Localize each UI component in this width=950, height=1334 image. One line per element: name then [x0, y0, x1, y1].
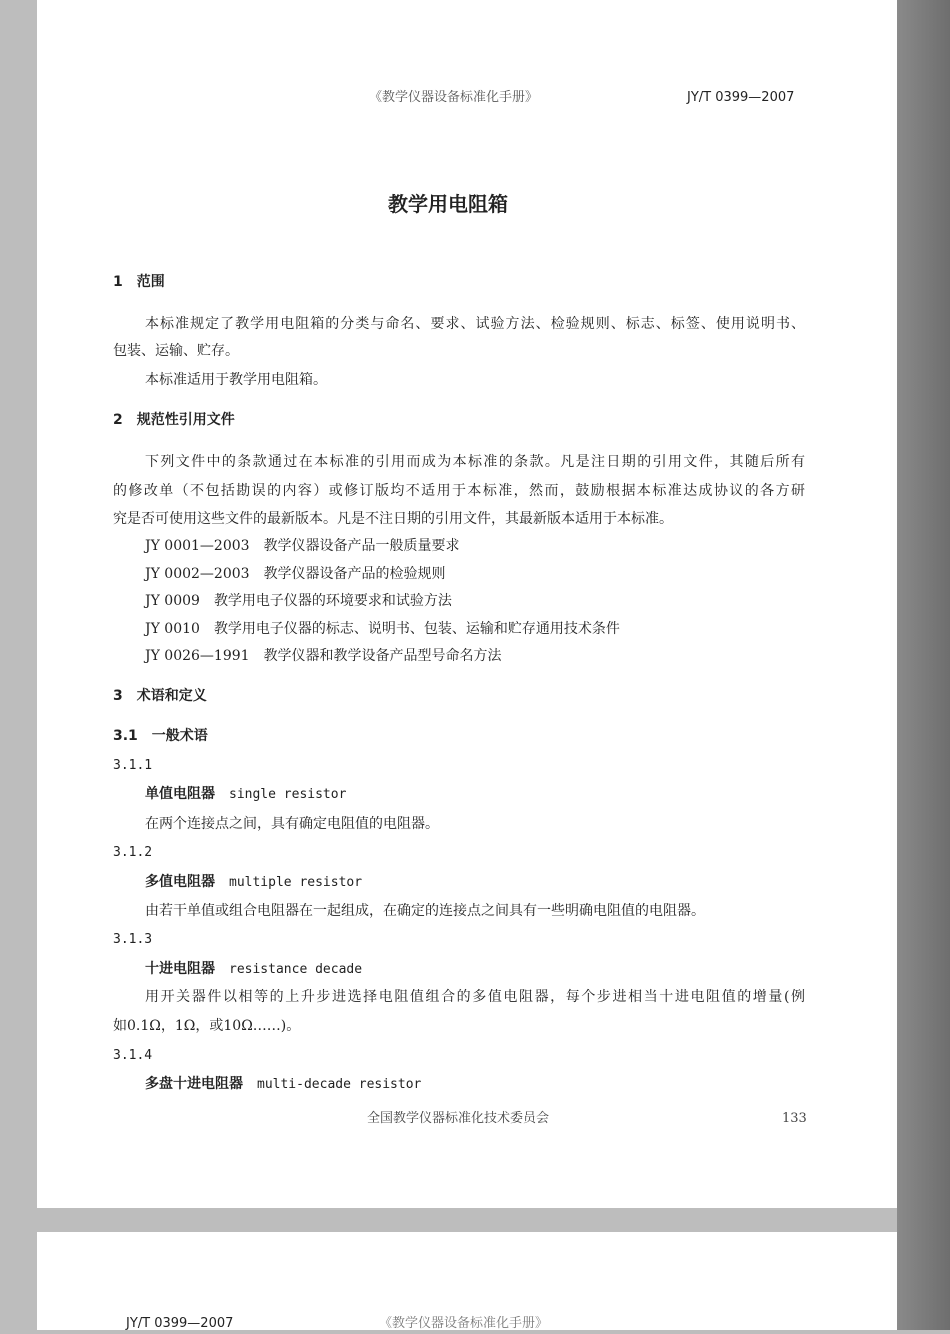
- term-name: [145, 959, 362, 980]
- reference-title: 教学仪器设备产品的检验规则: [263, 566, 446, 582]
- running-header-title: 《教学仪器设备标准化手册》: [379, 1316, 549, 1331]
- reference-item: [145, 591, 452, 611]
- paragraph-line: 包装、运输、贮存。: [113, 343, 239, 359]
- page-number: 133: [782, 1111, 807, 1126]
- section-3-heading: 3 术语和定义: [113, 688, 207, 704]
- paragraph-line: 究是否可使用这些文件的最新版本。凡是不注日期的引用文件，其最新版本适用于本标准。: [113, 511, 673, 527]
- paragraph: 本标准适用于教学用电阻箱。: [145, 372, 327, 388]
- reference-title: 教学用电子仪器的环境要求和试验方法: [213, 593, 452, 609]
- running-header-code: JY/T 0399—2007: [126, 1316, 234, 1331]
- document-page-next: [37, 1232, 897, 1330]
- reference-code: JY 0026—1991: [145, 648, 250, 664]
- term-zh: 单值电阻器: [145, 786, 215, 802]
- paragraph-line: 的修改单（不包括勘误的内容）或修订版均不适用于本标准，然而，鼓励根据本标准达成协议的各方研: [113, 483, 805, 499]
- footer-organization: 全国教学仪器标准化技术委员会: [367, 1111, 550, 1126]
- term-name: [145, 784, 346, 805]
- reference-item: [145, 619, 620, 639]
- term-number: 3.1.1: [113, 758, 153, 773]
- reference-title: 教学用电子仪器的标志、说明书、包装、运输和贮存通用技术条件: [213, 621, 620, 637]
- paragraph-line: 下列文件中的条款通过在本标准的引用而成为本标准的条款。凡是注日期的引用文件，其随后所有: [145, 454, 805, 470]
- reference-title: 教学仪器和教学设备产品型号命名方法: [263, 648, 502, 664]
- section-2-heading: 2 规范性引用文件: [113, 412, 235, 428]
- term-zh: 多值电阻器: [145, 874, 215, 890]
- term-definition: 由若干单值或组合电阻器在一起组成，在确定的连接点之间具有一些明确电阻值的电阻器。: [145, 903, 705, 919]
- term-en: resistance decade: [229, 962, 363, 977]
- viewer-background-right: [897, 0, 950, 1330]
- running-header-title: 《教学仪器设备标准化手册》: [369, 90, 539, 105]
- reference-code: JY 0001—2003: [145, 538, 250, 554]
- term-number: 3.1.3: [113, 932, 153, 947]
- reference-code: JY 0010: [145, 621, 200, 637]
- term-zh: 多盘十进电阻器: [145, 1076, 243, 1092]
- reference-code: JY 0009: [145, 593, 200, 609]
- reference-item: [145, 564, 446, 584]
- term-definition: 在两个连接点之间，具有确定电阻值的电阻器。: [145, 816, 439, 832]
- term-en: single resistor: [229, 787, 347, 802]
- reference-item: [145, 646, 502, 666]
- term-name: [145, 1074, 421, 1095]
- reference-code: JY 0002—2003: [145, 566, 250, 582]
- paragraph-line: 本标准规定了教学用电阻箱的分类与命名、要求、试验方法、检验规则、标志、标签、使用说明书、: [145, 316, 805, 332]
- section-3-1-heading: 3.1 一般术语: [113, 728, 208, 744]
- term-number: 3.1.4: [113, 1048, 153, 1063]
- document-page-133: [37, 0, 897, 1208]
- document-title: 教学用电阻箱: [388, 192, 508, 216]
- term-zh: 十进电阻器: [145, 961, 215, 977]
- term-definition: 如0.1Ω，1Ω，或10Ω……)。: [113, 1018, 301, 1034]
- reference-item: [145, 536, 460, 556]
- term-en: multiple resistor: [229, 875, 363, 890]
- running-header-code: JY/T 0399—2007: [687, 90, 795, 105]
- term-definition: 用开关器件以相等的上升步进选择电阻值组合的多值电阻器，每个步进相当十进电阻值的增量(例: [145, 989, 805, 1005]
- reference-title: 教学仪器设备产品一般质量要求: [263, 538, 460, 554]
- term-name: [145, 872, 362, 893]
- section-1-heading: 1 范围: [113, 274, 165, 290]
- term-en: multi-decade resistor: [257, 1077, 422, 1092]
- term-number: 3.1.2: [113, 845, 153, 860]
